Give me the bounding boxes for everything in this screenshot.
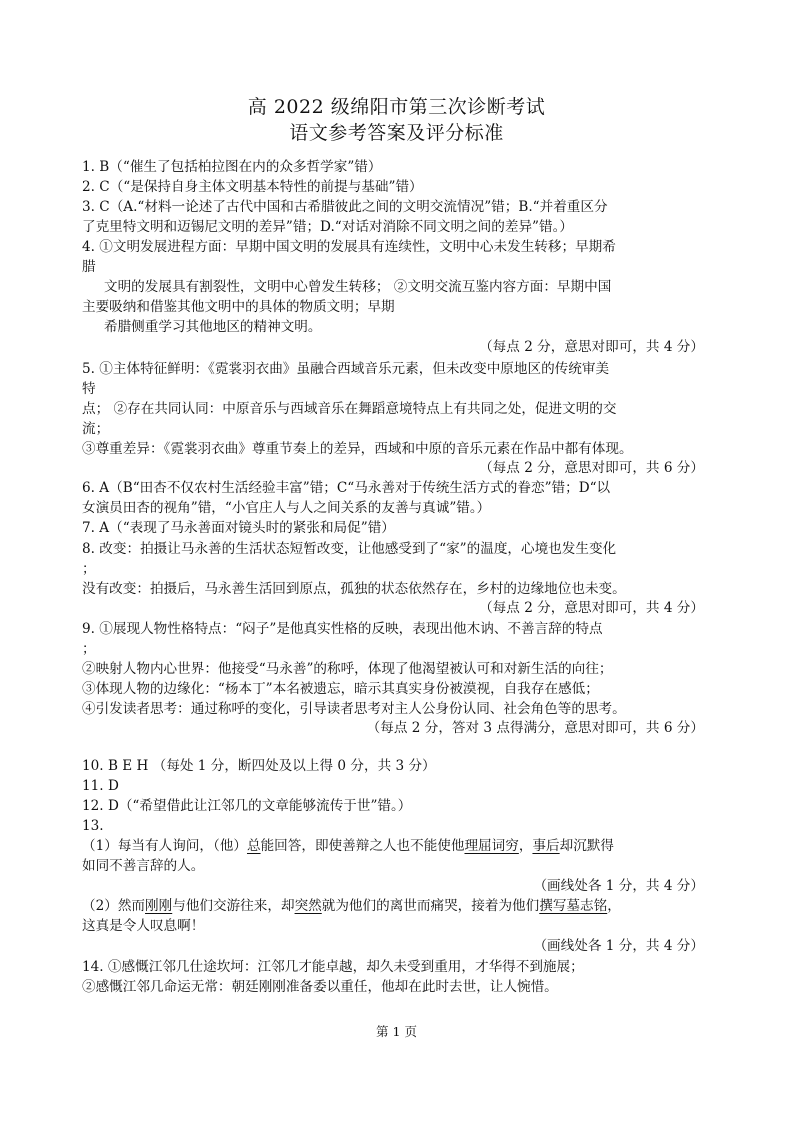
answer-13-2-score: （画线处各 1 分，共 4 分） <box>533 938 704 954</box>
answer-14-line-1: 14. ①感慨江邻几仕途坎坷：江邻几才能卓越，却久未受到重用，才华得不到施展； <box>82 959 584 975</box>
answer-14-line-2: ②感慨江邻几命运无常：朝廷刚刚准备委以重任，他却在此时去世，让人惋惜。 <box>82 979 558 995</box>
answer-9-line-4: ③体现人物的边缘化：“杨本丁”本名被遗忘，暗示其真实身份被漠视，自我存在感低； <box>82 681 599 697</box>
answer-10: 10. B E H （每处 1 分，断四处及以上得 0 分，共 3 分） <box>82 758 436 774</box>
underlined-keyword: 事后 <box>532 838 560 854</box>
answer-2: 2. C（“是保持自身主体文明基本特性的前提与基础”错） <box>82 179 423 195</box>
answer-5-line-3: 点； ②存在共同认同：中原音乐与西域音乐在舞蹈意境特点上有共同之处，促进文明的交 <box>82 401 617 417</box>
text-segment: 就为他们的离世而痛哭，接着为他们 <box>321 898 540 914</box>
answer-13-1-line-1 <box>82 836 722 856</box>
text-segment: 与他们交游往来，却 <box>172 898 295 914</box>
text-segment: （2）然而 <box>82 898 146 914</box>
answer-5-line-1: 5. ①主体特征鲜明：《霓裳羽衣曲》虽融合西域音乐元素，但未改变中原地区的传统审美 <box>82 361 610 377</box>
answer-13-heading: 13. <box>82 818 104 834</box>
underlined-keyword: 刚刚 <box>145 898 173 914</box>
answer-4-line-2: 腊 <box>82 259 96 275</box>
exam-subtitle: 语文参考答案及评分标准 <box>289 122 504 144</box>
exam-title: 高 2022 级绵阳市第三次诊断考试 <box>247 96 546 118</box>
answer-5-score: （每点 2 分，意思对即可，共 6 分） <box>479 460 704 476</box>
text-segment: 能回答，即使善辩之人也不能使他 <box>260 838 465 854</box>
answer-9-line-2: ； <box>82 641 96 657</box>
page-number: 第 1 页 <box>376 1024 417 1039</box>
answer-6-line-1: 6. A（B“田杏不仅农村生活经验丰富”错；C“马永善对于传统生活方式的眷恋”错；D“以 <box>82 480 611 496</box>
underlined-keyword: 突然 <box>294 898 322 914</box>
answer-4-line-3: 文明的发展具有割裂性，文明中心曾发生转移； ②文明交流互鉴内容方面：早期中国 <box>104 279 612 295</box>
answer-13-2-line-2: 这真是令人叹息啊！ <box>82 918 205 934</box>
answer-11: 11. D <box>82 778 119 794</box>
answer-4-line-4: 主要吸纳和借鉴其他文明中的具体的物质文明；早期 <box>82 299 395 315</box>
answer-8-line-2: ； <box>82 561 96 577</box>
answer-5-line-4: 流； <box>82 421 110 437</box>
answer-3-line-2: 了克里特文明和迈锡尼文明的差异”错；D.“对话对消除不同文明之间的差异”错。） <box>82 219 573 235</box>
answer-5-line-5: ③尊重差异：《霓裳羽衣曲》尊重节奏上的差异，西域和中原的音乐元素在作品中都有体现。 <box>82 441 633 457</box>
answer-13-1-score: （画线处各 1 分，共 4 分） <box>533 878 704 894</box>
answer-8-score: （每点 2 分，意思对即可，共 4 分） <box>479 600 704 616</box>
answer-4-line-5: 希腊侧重学习其他地区的精神文明。 <box>104 319 322 335</box>
answer-13-1-line-2: 如同不善言辞的人。 <box>82 858 205 874</box>
answer-1: 1. B（“催生了包括柏拉图在内的众多哲学家”错） <box>82 159 382 175</box>
underlined-keyword: 总 <box>246 838 261 854</box>
answer-4-line-1: 4. ①文明发展进程方面：早期中国文明的发展具有连续性，文明中心未发生转移；早期希 <box>82 239 616 255</box>
answer-12: 12. D（“希望借此让江邻几的文章能够流传于世”错。） <box>82 798 412 814</box>
underlined-keyword: 理屈词穷 <box>464 838 519 854</box>
text-segment: 却沉默得 <box>559 838 615 854</box>
answer-13-2-line-1 <box>82 896 722 916</box>
answer-9-score: （每点 2 分，答对 3 点得满分，意思对即可，共 6 分） <box>366 720 704 736</box>
text-segment: ， <box>518 838 533 854</box>
answer-8-line-3: 没有改变：拍摄后，马永善生活回到原点，孤独的状态依然存在，乡村的边缘地位也未变。 <box>82 581 626 597</box>
answer-5-line-2: 特 <box>82 381 96 397</box>
answer-7: 7. A（“表现了马永善面对镜头时的紧张和局促”错） <box>82 520 395 536</box>
answer-9-line-3: ②映射人物内心世界：他接受“马永善”的称呼，体现了他渴望被认可和对新生活的向往； <box>82 661 613 677</box>
answer-3-line-1: 3. C（A.“材料一论述了古代中国和古希腊彼此之间的文明交流情况”错；B.“并着重区分 <box>82 199 608 215</box>
answer-8-line-1: 8. 改变：拍摄让马永善的生活状态短暂改变，让他感受到了“家”的温度，心境也发生变化 <box>82 541 617 557</box>
answer-6-line-2: 女演员田杏的视角”错，“小官庄人与人之间关系的友善与真诚”错。） <box>82 500 491 516</box>
answer-9-line-5: ④引发读者思考：通过称呼的变化，引导读者思考对主人公身份认同、社会角色等的思考。 <box>82 701 626 717</box>
answer-9-line-1: 9. ①展现人物性格特点：“闷子”是他真实性格的反映，表现出他木讷、不善言辞的特点 <box>82 621 603 637</box>
answer-4-score: （每点 2 分，意思对即可，共 4 分） <box>479 339 704 355</box>
text-segment: ， <box>607 898 621 914</box>
underlined-keyword: 撰写墓志铭 <box>539 898 608 914</box>
text-segment: （1）每当有人询问，（他） <box>82 838 247 854</box>
